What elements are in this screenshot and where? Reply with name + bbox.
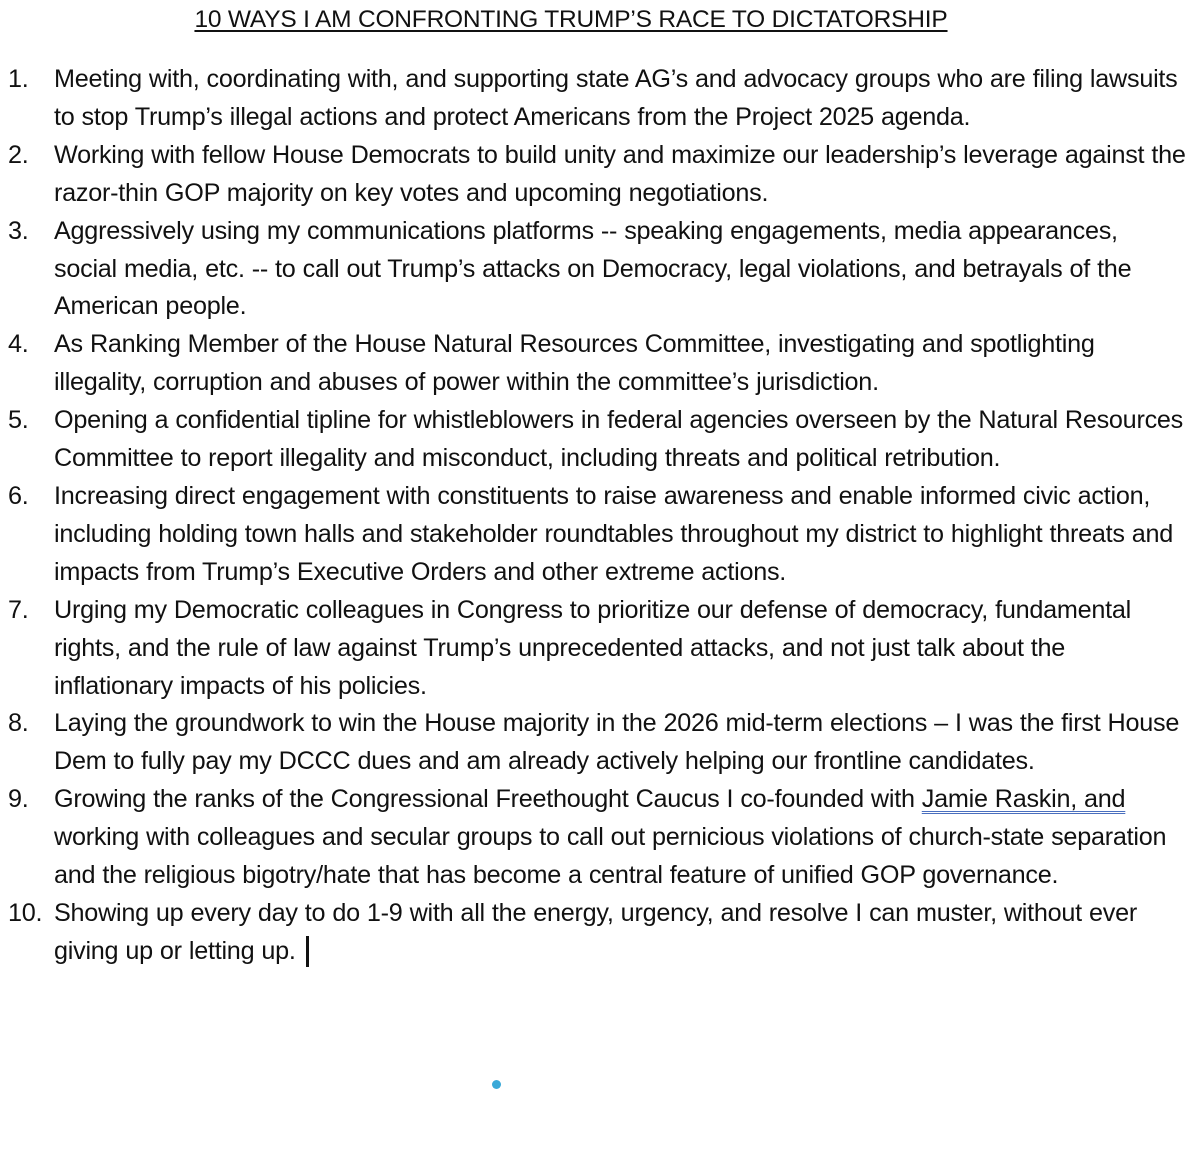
item-number: 7. [8, 595, 29, 624]
item-number: 1. [8, 65, 29, 93]
item-text: Meeting with, coordinating with, and supporting state AG’s and advocacy groups who are filing lawsuits to stop Trump’s illegal actions and protect Americans from the Project 2025 agenda. [54, 65, 1178, 131]
list-item [0, 781, 1200, 895]
list-item [0, 61, 1200, 137]
item-number: 4. [8, 330, 29, 359]
mouse-cursor-icon [492, 1080, 501, 1089]
list-item [0, 478, 1200, 592]
item-text-after: working with colleagues and secular groups to call out pernicious violations of church-state separation and the religious bigotry/hate that has become a central feature of unified GOP governance. [54, 823, 1167, 890]
item-number: 10. [8, 898, 43, 927]
item-text: Laying the groundwork to win the House majority in the 2026 mid-term elections – I was the first House Dem to fully pay my DCCC dues and am already actively helping our frontline candidates. [54, 709, 1180, 776]
item-number: 3. [8, 216, 29, 245]
item-number: 8. [8, 709, 29, 738]
text-cursor-caret [306, 936, 309, 967]
list-item [0, 213, 1200, 327]
list-item [0, 326, 1200, 402]
item-text: Opening a confidential tipline for whistleblowers in federal agencies overseen by the Natural Resources Committee to report illegality and misconduct, including threats and political retribution. [54, 406, 1184, 473]
list-item [0, 402, 1200, 478]
item-text: Urging my Democratic colleagues in Congress to prioritize our defense of democracy, fundamental rights, and the rule of law against Trump’s unprecedented attacks, and not just talk about the inflationary impacts of his policies. [54, 595, 1131, 700]
item-text: Aggressively using my communications platforms -- speaking engagements, media appearances, social media, etc. -- to call out Trump’s attacks on Democracy, legal violations, and betrayals of the American people. [54, 216, 1132, 321]
item-number: 9. [8, 785, 29, 814]
document-title: 10 WAYS I AM CONFRONTING TRUMP’S RACE TO DICTATORSHIP [194, 6, 948, 33]
item-text: As Ranking Member of the House Natural Resources Committee, investigating and spotlighting illegality, corruption and abuses of power within the committee’s jurisdiction. [54, 330, 1095, 397]
list-item [0, 895, 1200, 971]
spellcheck-flagged-text[interactable]: Jamie Raskin, and [921, 785, 1126, 814]
numbered-list [0, 61, 1200, 971]
list-item [0, 705, 1200, 781]
item-text: Working with fellow House Democrats to build unity and maximize our leadership’s leverage against the razor-thin GOP majority on key votes and upcoming negotiations. [54, 140, 1186, 207]
item-number: 5. [8, 406, 29, 435]
item-text: Increasing direct engagement with constituents to raise awareness and enable informed civic action, including holding town halls and stakeholder roundtables throughout my district to highlight threats and impacts from Trump’s Executive Orders and other extreme actions. [54, 481, 1174, 586]
item-number: 6. [8, 481, 29, 510]
list-item [0, 592, 1200, 706]
item-text: Showing up every day to do 1-9 with all the energy, urgency, and resolve I can muster, without ever giving up or letting up. [54, 898, 1137, 965]
list-item [0, 137, 1200, 213]
item-text-before: Growing the ranks of the Congressional Freethought Caucus I co-founded with [54, 785, 922, 814]
item-number: 2. [8, 140, 29, 169]
